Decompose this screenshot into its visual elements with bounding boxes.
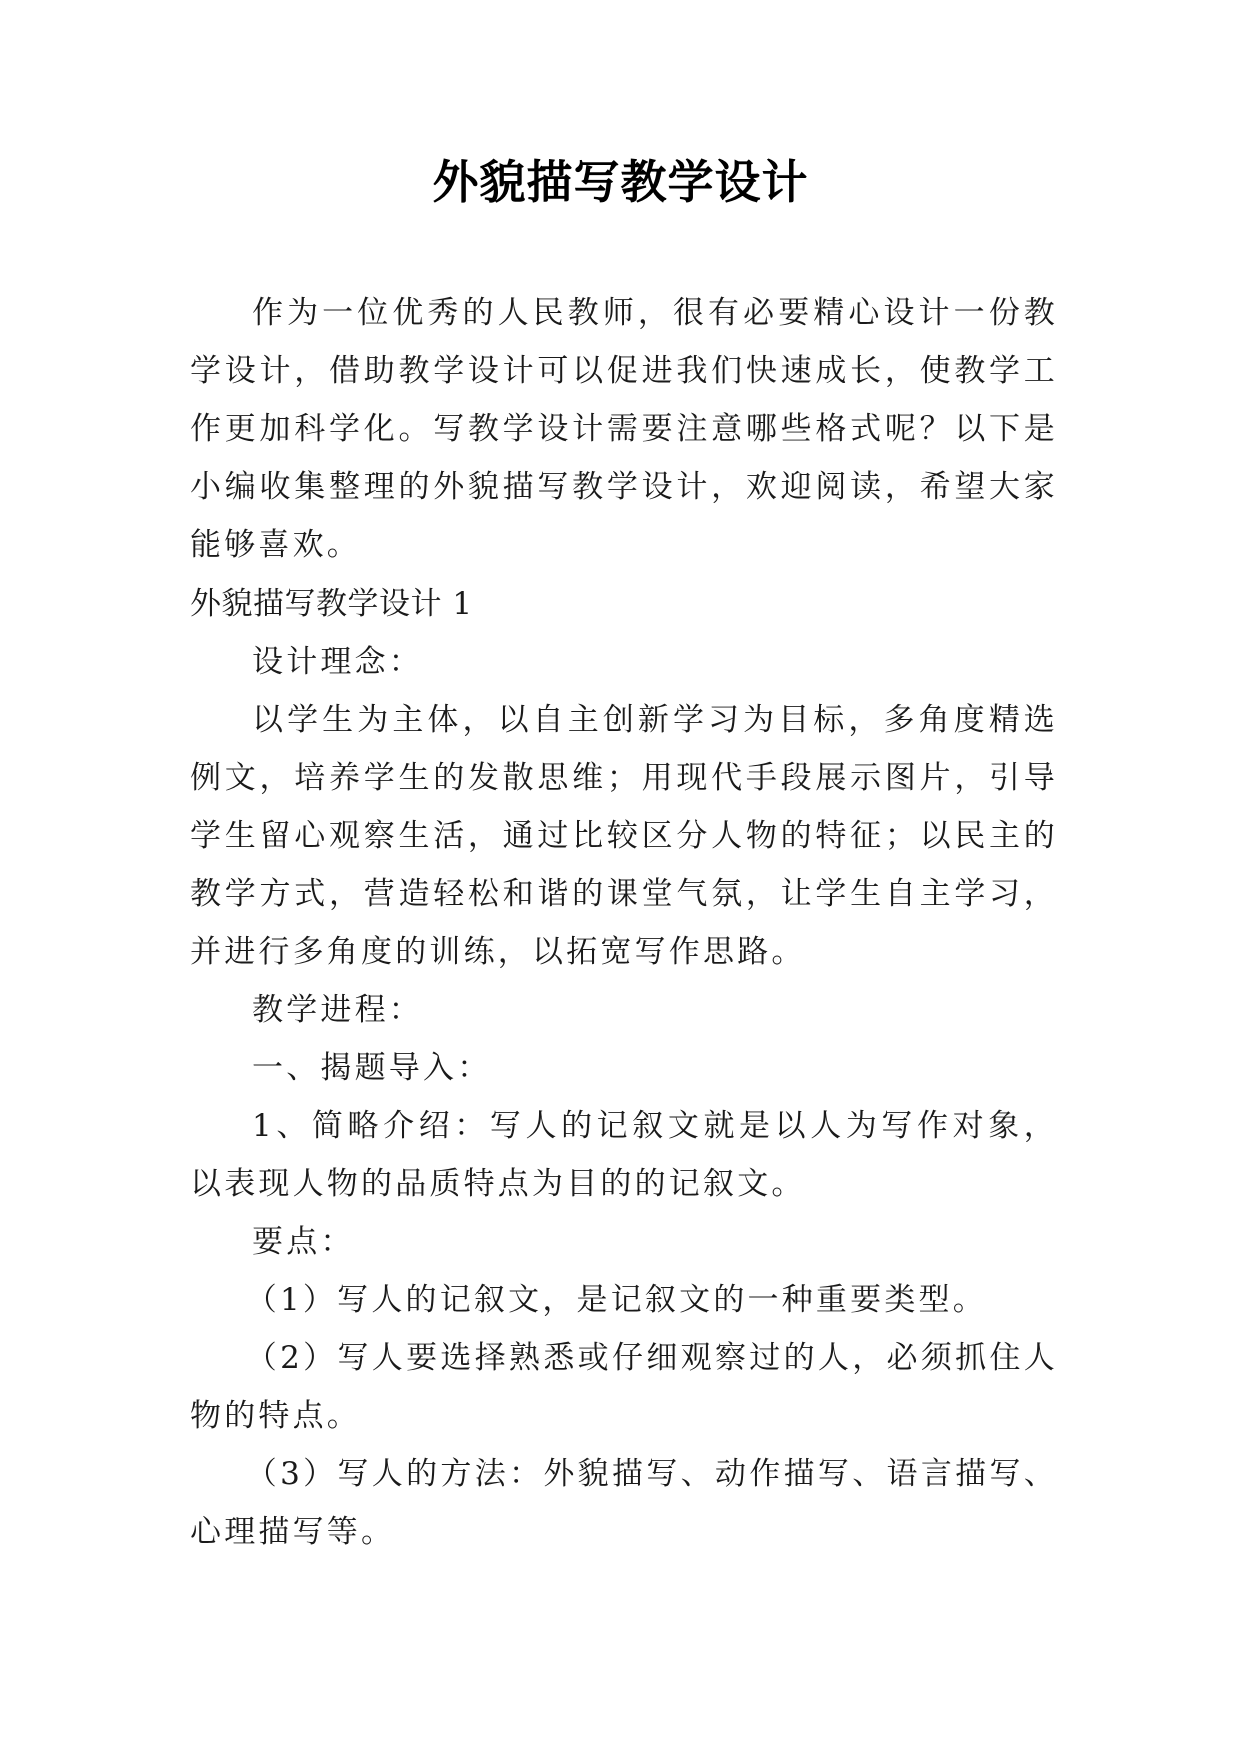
- intro-paragraph: 作为一位优秀的人民教师，很有必要精心设计一份教学设计，借助教学设计可以促进我们快速成长，使教学工作更加科学化。写教学设计需要注意哪些格式呢？以下是小编收集整理的外貌描写教学设计，欢迎阅读，希望大家能够喜欢。: [190, 295, 1058, 563]
- key-point-item: （1）写人的记叙文，是记叙文的一种重要类型。: [245, 1282, 987, 1318]
- document-title: 外貌描写教学设计: [432, 155, 809, 209]
- section-block: [190, 575, 1058, 1561]
- intro-point-paragraph: 1、简略介绍：写人的记叙文就是以人为写作对象，以表现人物的品质特点为目的的记叙文。: [190, 1108, 1058, 1202]
- intro-block: [190, 284, 1058, 574]
- key-point-item: （3）写人的方法：外貌描写、动作描写、语言描写、心理描写等。: [190, 1456, 1058, 1550]
- design-concept-paragraph: 以学生为主体，以自主创新学习为目标，多角度精选例文，培养学生的发散思维；用现代手段展示图片，引导学生留心观察生活，通过比较区分人物的特征；以民主的教学方式，营造轻松和谐的课堂气氛，让学生自主学习，并进行多角度的训练，以拓宽写作思路。: [190, 702, 1058, 970]
- process-label: 教学进程：: [252, 992, 423, 1028]
- design-concept-label: 设计理念：: [252, 644, 423, 680]
- key-point-item: （2）写人要选择熟悉或仔细观察过的人，必须抓住人物的特点。: [190, 1340, 1058, 1434]
- key-points-label: 要点：: [252, 1224, 355, 1260]
- section-heading: 外貌描写教学设计 1: [190, 586, 473, 622]
- step-one-heading: 一、揭题导入：: [252, 1050, 492, 1086]
